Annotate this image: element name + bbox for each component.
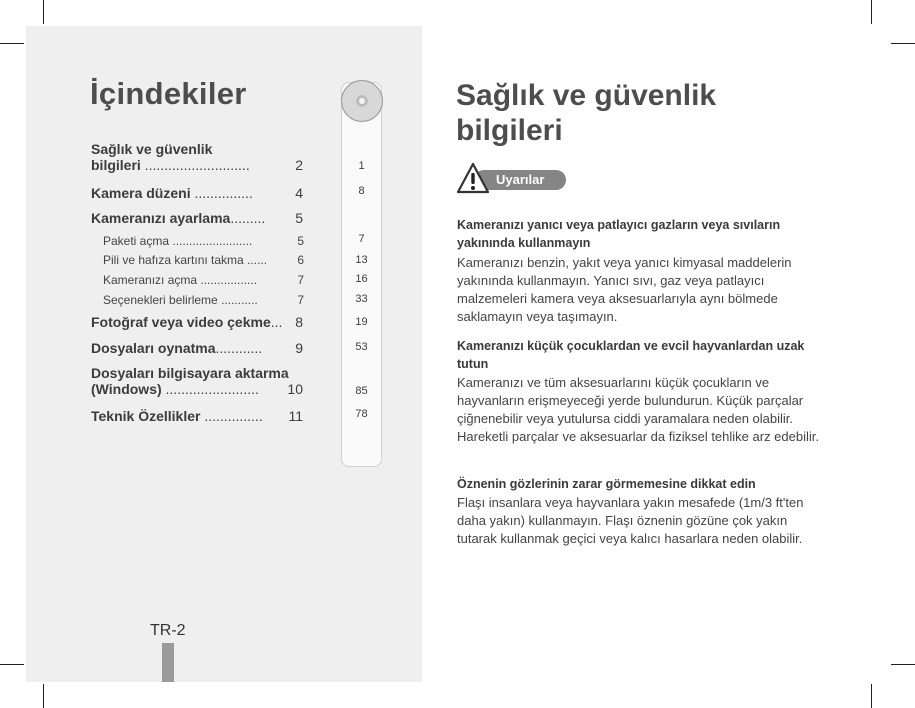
toc-dots: ...........................	[140, 157, 250, 173]
item-heading: Öznenin gözlerinin zarar görmemesine dikkat edin	[457, 477, 756, 491]
crop-mark	[871, 684, 872, 708]
crop-mark	[43, 0, 44, 24]
toc-entry-page: 10	[287, 381, 303, 397]
toc-entry-page: 5	[295, 210, 303, 226]
strip-number: 1	[358, 160, 365, 172]
toc-subentry[interactable]	[103, 273, 304, 287]
strip-number: 78	[355, 408, 368, 420]
toc-entry[interactable]	[91, 314, 303, 330]
toc-entry-page: 8	[295, 314, 303, 330]
toc-entry[interactable]	[91, 340, 303, 356]
page-label: TR-2	[150, 622, 186, 639]
toc-entry-label: Kameranızı ayarlama	[91, 210, 231, 226]
toc-entry-label: (Windows)	[91, 381, 162, 397]
warning-badge	[456, 162, 568, 194]
crop-mark	[891, 664, 915, 665]
toc-entry[interactable]	[91, 141, 303, 173]
toc-dots: ...............	[200, 408, 263, 424]
toc-entry-page: 2	[295, 157, 303, 173]
toc-entry-label: bilgileri	[91, 157, 141, 173]
toc-title: İçindekiler	[90, 76, 247, 111]
toc-subentry-page: 5	[297, 234, 304, 248]
toc-entry-label-line1: Dosyaları bilgisayara aktarma	[91, 365, 289, 381]
toc-subentry-label: Pili ve hafıza kartını takma	[103, 253, 244, 267]
toc-entry-label: Dosyaları oynatma	[91, 340, 216, 356]
item-heading: Kameranızı küçük çocuklardan ve evcil hayvanlardan uzak tutun	[457, 339, 805, 371]
disc-icon	[341, 80, 383, 122]
toc-subentry-page: 7	[297, 293, 304, 307]
strip-number: 7	[358, 233, 365, 245]
toc-dots: .........	[230, 210, 266, 226]
item-heading: Kameranızı yanıcı veya patlayıcı gazların veya sıvıların yakınında kullanmayın	[457, 218, 781, 250]
item-body: Flaşı insanlara veya hayvanlara yakın mesafede (1m/3 ft'ten daha yakın) kullanmayın. Flaşı öznenin gözüne çok yakın tutarak kullanmak geçici veya kalıcı hasarlara neden olabilir.	[457, 495, 804, 546]
toc-dots: ........................	[169, 234, 253, 248]
toc-entry-label: Fotoğraf veya video çekme	[91, 314, 271, 330]
strip-number: 19	[355, 316, 368, 328]
toc-entry[interactable]	[91, 365, 303, 397]
toc-dots: ...............	[190, 185, 253, 201]
toc-subentry-page: 7	[297, 273, 304, 287]
strip-number: 13	[355, 254, 368, 266]
toc-entry-label: Kamera düzeni	[91, 185, 191, 201]
toc-dots: ............	[215, 340, 263, 356]
warning-label: Uyarılar	[496, 172, 545, 187]
toc-entry-page: 9	[295, 340, 303, 356]
page-tab	[162, 643, 174, 682]
toc-subentry-label: Paketi açma	[103, 234, 170, 248]
toc-subentry-label: Kameranızı açma	[103, 273, 198, 287]
strip-number: 8	[358, 185, 365, 197]
toc-subentry[interactable]	[103, 253, 304, 267]
toc-entry[interactable]	[91, 408, 303, 424]
toc-subentry[interactable]	[103, 234, 304, 248]
section-title: Sağlık ve güvenlik bilgileri	[456, 79, 717, 147]
strip-number: 85	[355, 385, 368, 397]
toc-dots: ...........	[217, 293, 258, 307]
toc-entry-page: 11	[288, 408, 303, 424]
toc-subentry[interactable]	[103, 293, 304, 307]
toc-entry-label: Teknik Özellikler	[91, 408, 201, 424]
toc-subentry-page: 6	[297, 253, 304, 267]
toc-entry[interactable]	[91, 210, 303, 226]
crop-mark	[43, 684, 44, 708]
item-body: Kameranızı benzin, yakıt veya yanıcı kimyasal maddelerin yakınında kullanmayın. Yanıcı sıvı, gaz veya patlayıcı malzemeleri kamera veya aksesuarlarıyla aynı bölmede saklamayın veya taşımayın.	[457, 255, 792, 324]
toc-entry-label-line1: Sağlık ve güvenlik	[91, 141, 213, 157]
toc-dots: ......	[243, 253, 268, 267]
strip-number: 53	[355, 341, 368, 353]
warning-triangle-icon	[456, 162, 490, 194]
toc-dots: ...	[270, 314, 283, 330]
strip-number: 33	[355, 293, 368, 305]
toc-entry-page: 4	[295, 185, 303, 201]
toc-dots: .................	[197, 273, 258, 287]
toc-subentry-label: Seçenekleri belirleme	[103, 293, 218, 307]
crop-mark	[871, 0, 872, 24]
crop-mark	[891, 43, 915, 44]
toc-dots: ........................	[161, 381, 259, 397]
item-body: Kameranızı ve tüm aksesuarlarını küçük çocukların ve hayvanların erişmeyeceği yerde bulundurun. Küçük parçalar çiğnenebilir veya yutulursa ciddi yaramalara neden olabilir. Hareketli parçalar ve aksesuarlar da fiziksel tehlike arz edebilir.	[457, 375, 819, 444]
crop-mark	[0, 43, 24, 44]
strip-number: 16	[355, 273, 368, 285]
toc-entry[interactable]	[91, 185, 303, 201]
crop-mark	[0, 664, 24, 665]
